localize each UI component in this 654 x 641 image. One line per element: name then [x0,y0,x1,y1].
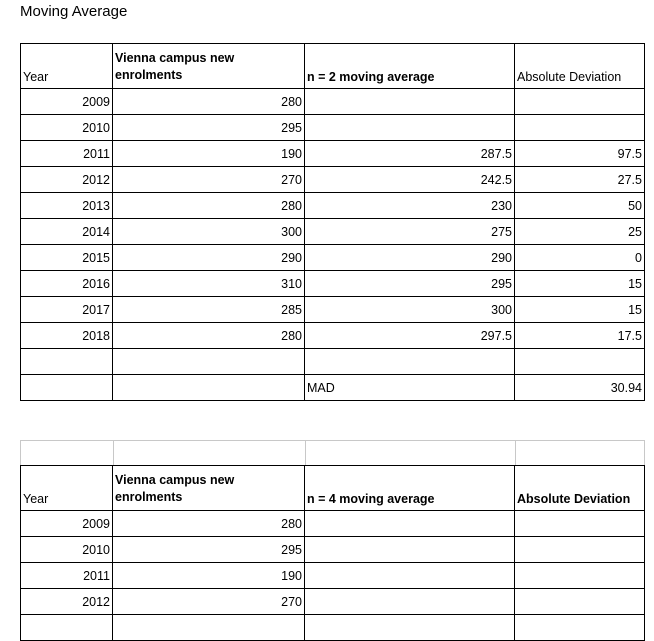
enrolments-cell[interactable]: 310 [113,271,305,297]
enrolments-cell[interactable]: 290 [113,245,305,271]
absolute-deviation-cell[interactable] [515,537,645,563]
table-row [21,115,645,141]
moving-average-cell[interactable]: 242.5 [305,167,515,193]
absolute-deviation-cell[interactable] [515,349,645,375]
absolute-deviation-cell[interactable] [515,115,645,141]
moving-average-table-n2 [20,43,645,401]
header-row [21,466,645,511]
year-cell[interactable]: 2012 [21,589,113,615]
moving-average-cell[interactable]: 275 [305,219,515,245]
moving-average-cell[interactable]: 290 [305,245,515,271]
table-row [21,297,645,323]
header-absolute-deviation[interactable]: Absolute Deviation [515,466,645,511]
year-cell[interactable] [21,615,113,641]
mad-row [21,375,645,401]
enrolments-cell[interactable]: 270 [113,589,305,615]
enrolments-cell[interactable]: 270 [113,167,305,193]
enrolments-cell[interactable]: 285 [113,297,305,323]
table-row [21,141,645,167]
header-moving-average[interactable]: n = 2 moving average [305,44,515,89]
moving-average-cell[interactable] [305,589,515,615]
absolute-deviation-cell[interactable]: 15 [515,271,645,297]
year-cell[interactable]: 2012 [21,167,113,193]
empty-row [21,349,645,375]
mad-value[interactable]: 30.94 [515,375,645,401]
enrolments-cell[interactable]: 280 [113,89,305,115]
table-row [21,245,645,271]
year-cell[interactable]: 2009 [21,89,113,115]
table-row [21,589,645,615]
enrolments-cell[interactable]: 190 [113,563,305,589]
enrolments-cell[interactable]: 190 [113,141,305,167]
header-enrolments-line2: enrolments [115,68,183,82]
moving-average-cell[interactable] [305,349,515,375]
year-cell[interactable]: 2010 [21,115,113,141]
header-absolute-deviation[interactable]: Absolute Deviation [515,44,645,89]
table-row [21,271,645,297]
absolute-deviation-cell[interactable] [515,615,645,641]
moving-average-table-n4 [20,465,645,641]
header-enrolments[interactable] [113,466,305,511]
year-cell[interactable]: 2013 [21,193,113,219]
table-row [21,89,645,115]
moving-average-cell[interactable] [305,537,515,563]
moving-average-cell[interactable] [305,89,515,115]
enrolments-cell[interactable]: 280 [113,323,305,349]
year-cell[interactable]: 2009 [21,511,113,537]
year-cell[interactable]: 2011 [21,141,113,167]
absolute-deviation-cell[interactable]: 15 [515,297,645,323]
enrolments-cell[interactable]: 295 [113,537,305,563]
moving-average-cell[interactable]: 300 [305,297,515,323]
header-row [21,44,645,89]
table-row [21,511,645,537]
absolute-deviation-cell[interactable] [515,89,645,115]
table-row [21,219,645,245]
absolute-deviation-cell[interactable] [515,511,645,537]
enrolments-cell[interactable]: 280 [113,511,305,537]
moving-average-cell[interactable]: 295 [305,271,515,297]
enrolments-cell[interactable]: 280 [113,193,305,219]
year-cell[interactable]: 2016 [21,271,113,297]
mad-label[interactable]: MAD [305,375,515,401]
enrolments-cell[interactable] [113,375,305,401]
absolute-deviation-cell[interactable]: 50 [515,193,645,219]
enrolments-cell[interactable]: 300 [113,219,305,245]
moving-average-cell[interactable]: 287.5 [305,141,515,167]
enrolments-cell[interactable] [113,349,305,375]
year-cell[interactable] [21,375,113,401]
header-moving-average[interactable]: n = 4 moving average [305,466,515,511]
header-enrolments-line1: Vienna campus new [115,473,235,487]
moving-average-cell[interactable] [305,615,515,641]
year-cell[interactable]: 2010 [21,537,113,563]
blank-spreadsheet-row [20,440,645,466]
page-title: Moving Average [20,3,128,20]
year-cell[interactable]: 2011 [21,563,113,589]
absolute-deviation-cell[interactable]: 17.5 [515,323,645,349]
year-cell[interactable]: 2014 [21,219,113,245]
absolute-deviation-cell[interactable]: 0 [515,245,645,271]
absolute-deviation-cell[interactable]: 25 [515,219,645,245]
header-enrolments-line2: enrolments [115,490,183,504]
absolute-deviation-cell[interactable] [515,563,645,589]
absolute-deviation-cell[interactable]: 27.5 [515,167,645,193]
table-row [21,167,645,193]
header-year[interactable]: Year [21,466,113,511]
table-row [21,615,645,641]
moving-average-cell[interactable] [305,115,515,141]
header-enrolments-line1: Vienna campus new [115,51,235,65]
moving-average-cell[interactable] [305,511,515,537]
moving-average-cell[interactable]: 230 [305,193,515,219]
enrolments-cell[interactable]: 295 [113,115,305,141]
year-cell[interactable]: 2018 [21,323,113,349]
year-cell[interactable] [21,349,113,375]
table-row [21,193,645,219]
header-year[interactable]: Year [21,44,113,89]
enrolments-cell[interactable] [113,615,305,641]
header-enrolments[interactable] [113,44,305,89]
table-row [21,563,645,589]
year-cell[interactable]: 2015 [21,245,113,271]
absolute-deviation-cell[interactable]: 97.5 [515,141,645,167]
absolute-deviation-cell[interactable] [515,589,645,615]
table-row [21,537,645,563]
year-cell[interactable]: 2017 [21,297,113,323]
moving-average-cell[interactable]: 297.5 [305,323,515,349]
table-row [21,323,645,349]
moving-average-cell[interactable] [305,563,515,589]
